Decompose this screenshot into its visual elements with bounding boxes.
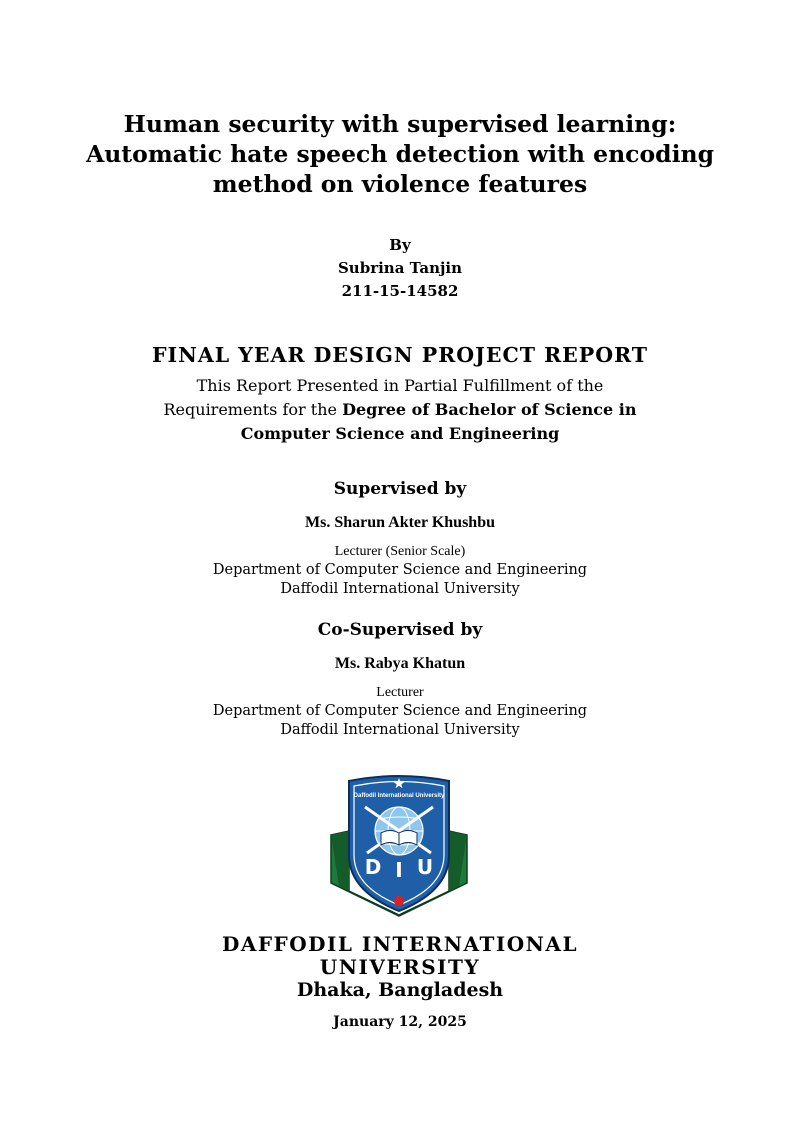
logo-letter-d: D	[364, 855, 382, 879]
author-name: Subrina Tanjin	[337, 259, 463, 277]
diu-logo-emblem	[329, 773, 469, 918]
co-supervisor-university: Daffodil International University	[280, 722, 520, 738]
author-id: 211-15-14582	[341, 282, 459, 300]
supervisor-name: Ms. Sharun Akter Khushbu	[305, 514, 495, 531]
logo-letter-u: U	[416, 855, 434, 879]
report-line-2-plain: Requirements for the	[163, 400, 337, 419]
submission-date: January 12, 2025	[333, 1014, 467, 1030]
report-line-2	[0, 401, 800, 419]
diu-logo	[329, 773, 469, 918]
title-line-3: method on violence features	[212, 170, 588, 198]
supervisor-university: Daffodil International University	[280, 581, 520, 597]
title-line-1: Human security with supervised learning:	[123, 110, 677, 138]
co-supervisor-name: Ms. Rabya Khatun	[334, 655, 466, 672]
by-label: By	[389, 236, 411, 254]
co-supervised-by-heading: Co-Supervised by	[317, 620, 483, 640]
supervised-by-heading: Supervised by	[333, 479, 467, 499]
title-line-2: Automatic hate speech detection with encoding	[85, 140, 715, 168]
report-heading: FINAL YEAR DESIGN PROJECT REPORT	[151, 343, 649, 367]
supervisor-department: Department of Computer Science and Engineering	[212, 562, 588, 578]
report-line-3-program: Computer Science and Engineering	[240, 424, 560, 443]
logo-letter-i: I	[395, 858, 403, 882]
report-line-2-degree: Degree of Bachelor of Science in	[342, 400, 637, 419]
report-line-1: This Report Presented in Partial Fulfillment of the	[196, 376, 604, 395]
supervisor-title: Lecturer (Senior Scale)	[334, 544, 466, 559]
co-supervisor-title: Lecturer	[376, 685, 424, 700]
co-supervisor-department: Department of Computer Science and Engineering	[212, 703, 588, 719]
logo-ribbon-text: Daffodil International University	[353, 793, 445, 799]
university-name-line-1: DAFFODIL INTERNATIONAL	[221, 932, 579, 956]
university-location: Dhaka, Bangladesh	[296, 979, 504, 1001]
university-name-line-2: UNIVERSITY	[319, 955, 481, 979]
